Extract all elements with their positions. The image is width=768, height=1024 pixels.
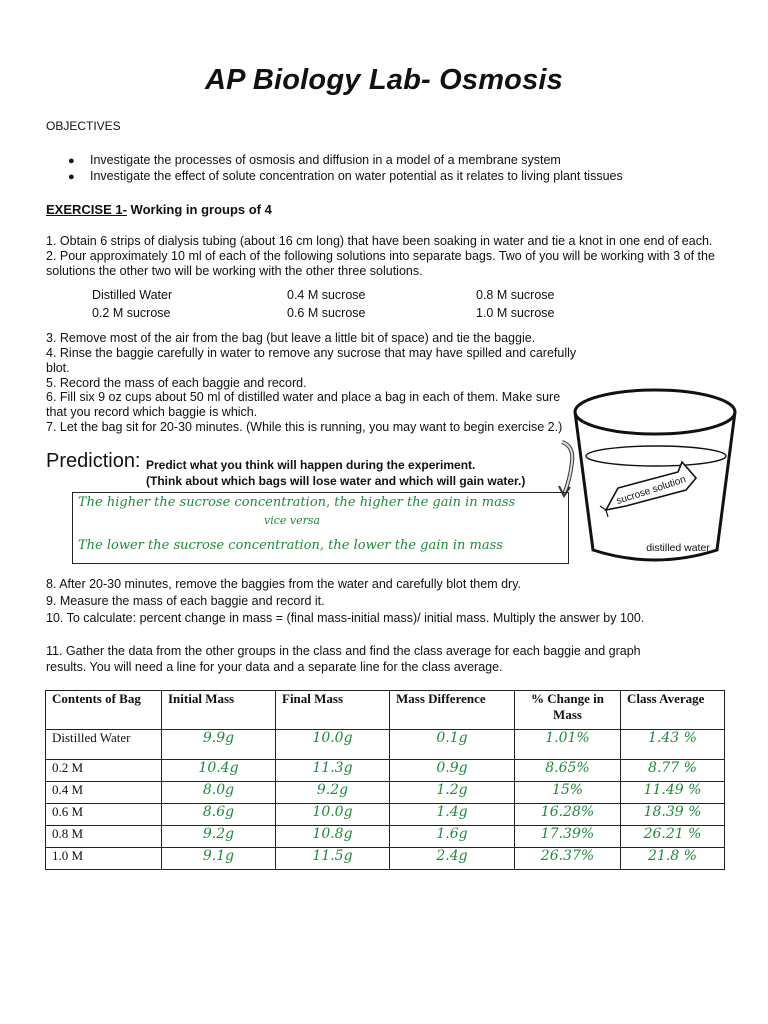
curved-arrow-icon bbox=[556, 436, 580, 500]
step-line: blot. bbox=[46, 361, 70, 375]
bag-label: sucrose solution bbox=[615, 474, 688, 508]
table-cell: 11.5g bbox=[276, 848, 390, 870]
solution-item: Distilled Water bbox=[92, 288, 173, 302]
page-title: AP Biology Lab- Osmosis bbox=[204, 64, 564, 96]
table-cell: 0.9g bbox=[390, 760, 515, 782]
table-cell: 11.49 % bbox=[621, 782, 725, 804]
objective-item bbox=[68, 153, 561, 167]
step-line: 9. Measure the mass of each baggie and record it. bbox=[46, 594, 325, 608]
table-cell: 1.43 % bbox=[621, 730, 725, 760]
step-line: 1. Obtain 6 strips of dialysis tubing (about 16 cm long) that have been soaking in water and tie a knot in one end of each. bbox=[46, 234, 713, 248]
water-surface bbox=[586, 446, 726, 466]
table-cell: 1.2g bbox=[390, 782, 515, 804]
step-line: solutions the other two will be working with the other three solutions. bbox=[46, 264, 423, 278]
table-cell: 8.77 % bbox=[621, 760, 725, 782]
table-cell: 1.6g bbox=[390, 826, 515, 848]
exercise-subtitle: Working in groups of 4 bbox=[126, 202, 272, 217]
step-line: results. You will need a line for your data and a separate line for the class average. bbox=[46, 660, 503, 674]
table-cell: 26.37% bbox=[515, 848, 621, 870]
beaker-figure bbox=[560, 380, 752, 568]
table-cell: 1.4g bbox=[390, 804, 515, 826]
table-cell: 17.39% bbox=[515, 826, 621, 848]
step-line: 8. After 20-30 minutes, remove the baggies from the water and carefully blot them dry. bbox=[46, 577, 522, 591]
handwritten-answer: The higher the sucrose concentration, the higher the gain in mass bbox=[78, 495, 516, 510]
table-row bbox=[46, 804, 725, 826]
table-cell: 21.8 % bbox=[621, 848, 725, 870]
exercise-heading bbox=[46, 202, 272, 217]
column-header: Contents of Bag bbox=[46, 691, 162, 730]
step-line: 10. To calculate: percent change in mass = (final mass-initial mass)/ initial mass. Multiply the answer by 100. bbox=[46, 611, 645, 625]
table-cell: 16.28% bbox=[515, 804, 621, 826]
column-header: Initial Mass bbox=[162, 691, 276, 730]
solution-item: 0.6 M sucrose bbox=[287, 306, 366, 320]
table-cell: 0.6 M bbox=[46, 804, 162, 826]
table-row bbox=[46, 848, 725, 870]
table-cell: 8.6g bbox=[162, 804, 276, 826]
exercise-label: EXERCISE 1- bbox=[46, 202, 127, 217]
water-label: distilled water bbox=[646, 542, 710, 554]
table-cell: 0.2 M bbox=[46, 760, 162, 782]
bullet-icon: ● bbox=[68, 155, 75, 167]
prediction-question: (Think about which bags will lose water and which will gain water.) bbox=[146, 474, 526, 488]
table-cell: 10.4g bbox=[162, 760, 276, 782]
table-header-row bbox=[46, 691, 725, 730]
table-cell: 8.65% bbox=[515, 760, 621, 782]
column-header: Final Mass bbox=[276, 691, 390, 730]
table-row bbox=[46, 782, 725, 804]
table-cell: 0.1g bbox=[390, 730, 515, 760]
table-cell: 10.8g bbox=[276, 826, 390, 848]
table-cell: 8.0g bbox=[162, 782, 276, 804]
beaker-rim bbox=[575, 390, 735, 434]
solution-item: 0.4 M sucrose bbox=[287, 288, 366, 302]
table-cell: 15% bbox=[515, 782, 621, 804]
table-cell: 0.4 M bbox=[46, 782, 162, 804]
table-row bbox=[46, 730, 725, 760]
step-line: 7. Let the bag sit for 20-30 minutes. (While this is running, you may want to begin exercise 2.) bbox=[46, 420, 563, 434]
step-line: 4. Rinse the baggie carefully in water to remove any sucrose that may have spilled and carefully bbox=[46, 346, 577, 360]
table-cell: 26.21 % bbox=[621, 826, 725, 848]
table-cell: 18.39 % bbox=[621, 804, 725, 826]
table-cell: 2.4g bbox=[390, 848, 515, 870]
data-table bbox=[45, 690, 725, 870]
step-line: 2. Pour approximately 10 ml of each of the following solutions into separate bags. Two of you will be working with 3 of the bbox=[46, 249, 715, 263]
objective-item bbox=[68, 169, 623, 183]
table-cell: 9.2g bbox=[276, 782, 390, 804]
table-row bbox=[46, 760, 725, 782]
column-header: % Change in Mass bbox=[515, 691, 621, 730]
bullet-icon: ● bbox=[68, 171, 75, 183]
objective-text: Investigate the effect of solute concentration on water potential as it relates to living plant tissues bbox=[90, 169, 623, 183]
table-cell: 10.0g bbox=[276, 730, 390, 760]
table-cell: 11.3g bbox=[276, 760, 390, 782]
handwritten-answer: The lower the sucrose concentration, the lower the gain in mass bbox=[78, 538, 503, 553]
table-cell: Distilled Water bbox=[46, 730, 162, 760]
table-cell: 1.0 M bbox=[46, 848, 162, 870]
table-row bbox=[46, 826, 725, 848]
objective-text: Investigate the processes of osmosis and diffusion in a model of a membrane system bbox=[90, 153, 561, 167]
table-cell: 9.9g bbox=[162, 730, 276, 760]
solution-item: 1.0 M sucrose bbox=[476, 306, 555, 320]
handwritten-answer: vice versa bbox=[264, 514, 321, 527]
step-line: 11. Gather the data from the other groups in the class and find the class average for each baggie and graph bbox=[46, 644, 641, 658]
table-cell: 0.8 M bbox=[46, 826, 162, 848]
table-cell: 1.01% bbox=[515, 730, 621, 760]
table-cell: 9.1g bbox=[162, 848, 276, 870]
prediction-label: Prediction: bbox=[46, 450, 141, 472]
table-cell: 10.0g bbox=[276, 804, 390, 826]
column-header: Mass Difference bbox=[390, 691, 515, 730]
step-line: 6. Fill six 9 oz cups about 50 ml of distilled water and place a bag in each of them. Make sure bbox=[46, 390, 561, 404]
table-cell: 9.2g bbox=[162, 826, 276, 848]
prediction-question: Predict what you think will happen during the experiment. bbox=[146, 458, 476, 472]
step-line: 5. Record the mass of each baggie and record. bbox=[46, 376, 307, 390]
step-line: 3. Remove most of the air from the bag (but leave a little bit of space) and tie the baggie. bbox=[46, 331, 536, 345]
solution-item: 0.2 M sucrose bbox=[92, 306, 171, 320]
column-header: Class Average bbox=[621, 691, 725, 730]
solution-item: 0.8 M sucrose bbox=[476, 288, 555, 302]
objectives-heading: OBJECTIVES bbox=[46, 119, 121, 133]
step-line: that you record which baggie is which. bbox=[46, 405, 258, 419]
